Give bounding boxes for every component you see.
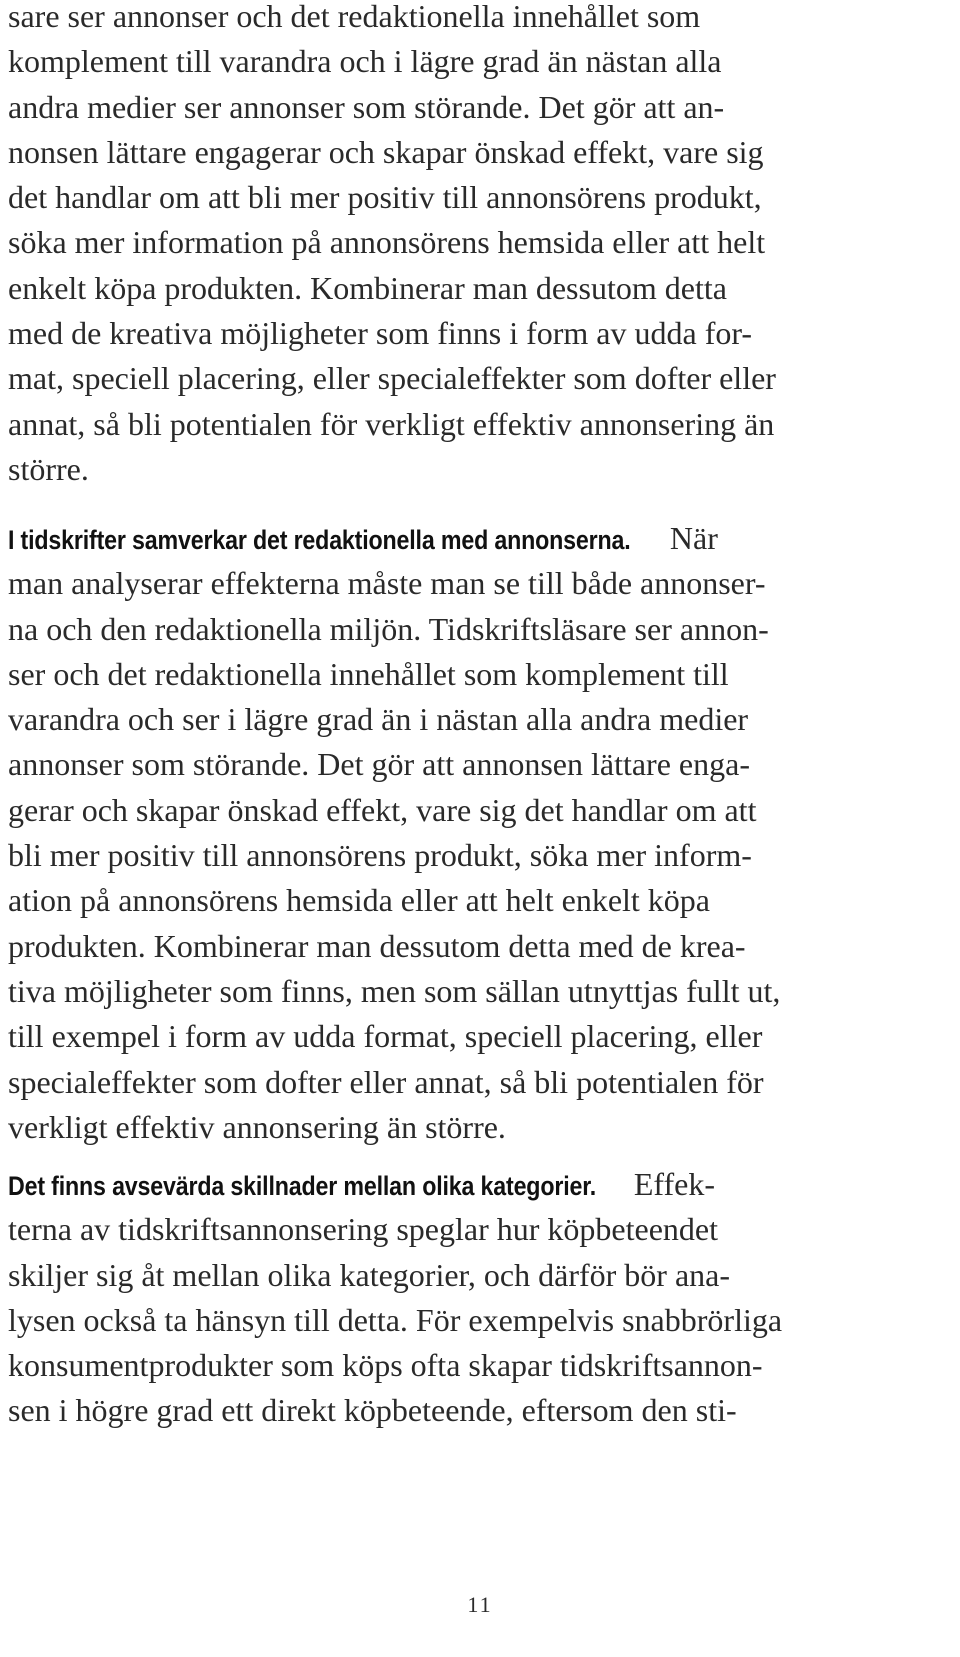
paragraph-3-heading: Det finns avsevärda skillnader mellan olika kategorier. bbox=[8, 1171, 597, 1201]
text-line: terna av tidskriftsannonsering speglar hur köpbeteendet bbox=[8, 1211, 718, 1248]
text-line: andra medier ser annonser som störande. Det gör att an- bbox=[8, 88, 725, 125]
text-line: verkligt effektiv annonsering än större. bbox=[8, 1108, 506, 1145]
paragraph-3 bbox=[8, 1162, 958, 1434]
paragraph-2-first-line bbox=[8, 516, 958, 561]
text-line: ser och det redaktionella innehållet som komplement till bbox=[8, 655, 729, 692]
text-line: produkten. Kombinerar man dessutom detta med de krea- bbox=[8, 927, 746, 964]
text-line: sen i högre grad ett direkt köpbeteende, eftersom den sti- bbox=[8, 1392, 737, 1429]
text-line: söka mer information på annonsörens hemsida eller att helt bbox=[8, 224, 766, 261]
text-line: man analyserar effekterna måste man se till både annonser- bbox=[8, 565, 766, 602]
text-line: bli mer positiv till annonsörens produkt, söka mer inform- bbox=[8, 837, 752, 874]
text-line: annonser som störande. Det gör att annonsen lättare enga- bbox=[8, 746, 750, 783]
text-line: mat, speciell placering, eller specialeffekter som dofter eller bbox=[8, 360, 776, 397]
paragraph-3-first-line bbox=[8, 1162, 958, 1207]
paragraph-2 bbox=[8, 516, 958, 1150]
paragraph-2-first-line-text: När bbox=[669, 520, 718, 556]
paragraph-1 bbox=[8, 0, 958, 492]
text-line: komplement till varandra och i lägre grad än nästan alla bbox=[8, 43, 722, 80]
paragraph-2-heading: I tidskrifter samverkar det redaktionella med annonserna. bbox=[8, 525, 631, 555]
text-line: tiva möjligheter som finns, men som sällan utnyttjas fullt ut, bbox=[8, 972, 781, 1009]
text-line: nonsen lättare engagerar och skapar önskad effekt, vare sig bbox=[8, 133, 764, 170]
text-line: ation på annonsörens hemsida eller att helt enkelt köpa bbox=[8, 882, 710, 919]
text-line: till exempel i form av udda format, speciell placering, eller bbox=[8, 1018, 763, 1055]
text-line: konsumentprodukter som köps ofta skapar tidskriftsannon- bbox=[8, 1347, 763, 1384]
text-line: varandra och ser i lägre grad än i nästan alla andra medier bbox=[8, 701, 749, 738]
text-line: lysen också ta hänsyn till detta. För exempelvis snabbrörliga bbox=[8, 1301, 783, 1338]
text-line: gerar och skapar önskad effekt, vare sig det handlar om att bbox=[8, 791, 757, 828]
text-line: sare ser annonser och det redaktionella innehållet som bbox=[8, 0, 701, 34]
text-line: det handlar om att bli mer positiv till annonsörens produkt, bbox=[8, 179, 762, 216]
text-line: specialeffekter som dofter eller annat, så bli potentialen för bbox=[8, 1063, 764, 1100]
text-line: enkelt köpa produkten. Kombinerar man dessutom detta bbox=[8, 269, 727, 306]
text-line: större. bbox=[8, 450, 89, 487]
text-line: skiljer sig åt mellan olika kategorier, och därför bör ana- bbox=[8, 1256, 730, 1293]
text-line: med de kreativa möjligheter som finns i form av udda for- bbox=[8, 315, 753, 352]
page-number: 11 bbox=[467, 1592, 493, 1617]
text-line: annat, så bli potentialen för verkligt effektiv annonsering än bbox=[8, 405, 775, 442]
paragraph-3-first-line-text: Effek- bbox=[633, 1166, 715, 1202]
text-line: na och den redaktionella miljön. Tidskriftsläsare ser annon- bbox=[8, 610, 769, 647]
